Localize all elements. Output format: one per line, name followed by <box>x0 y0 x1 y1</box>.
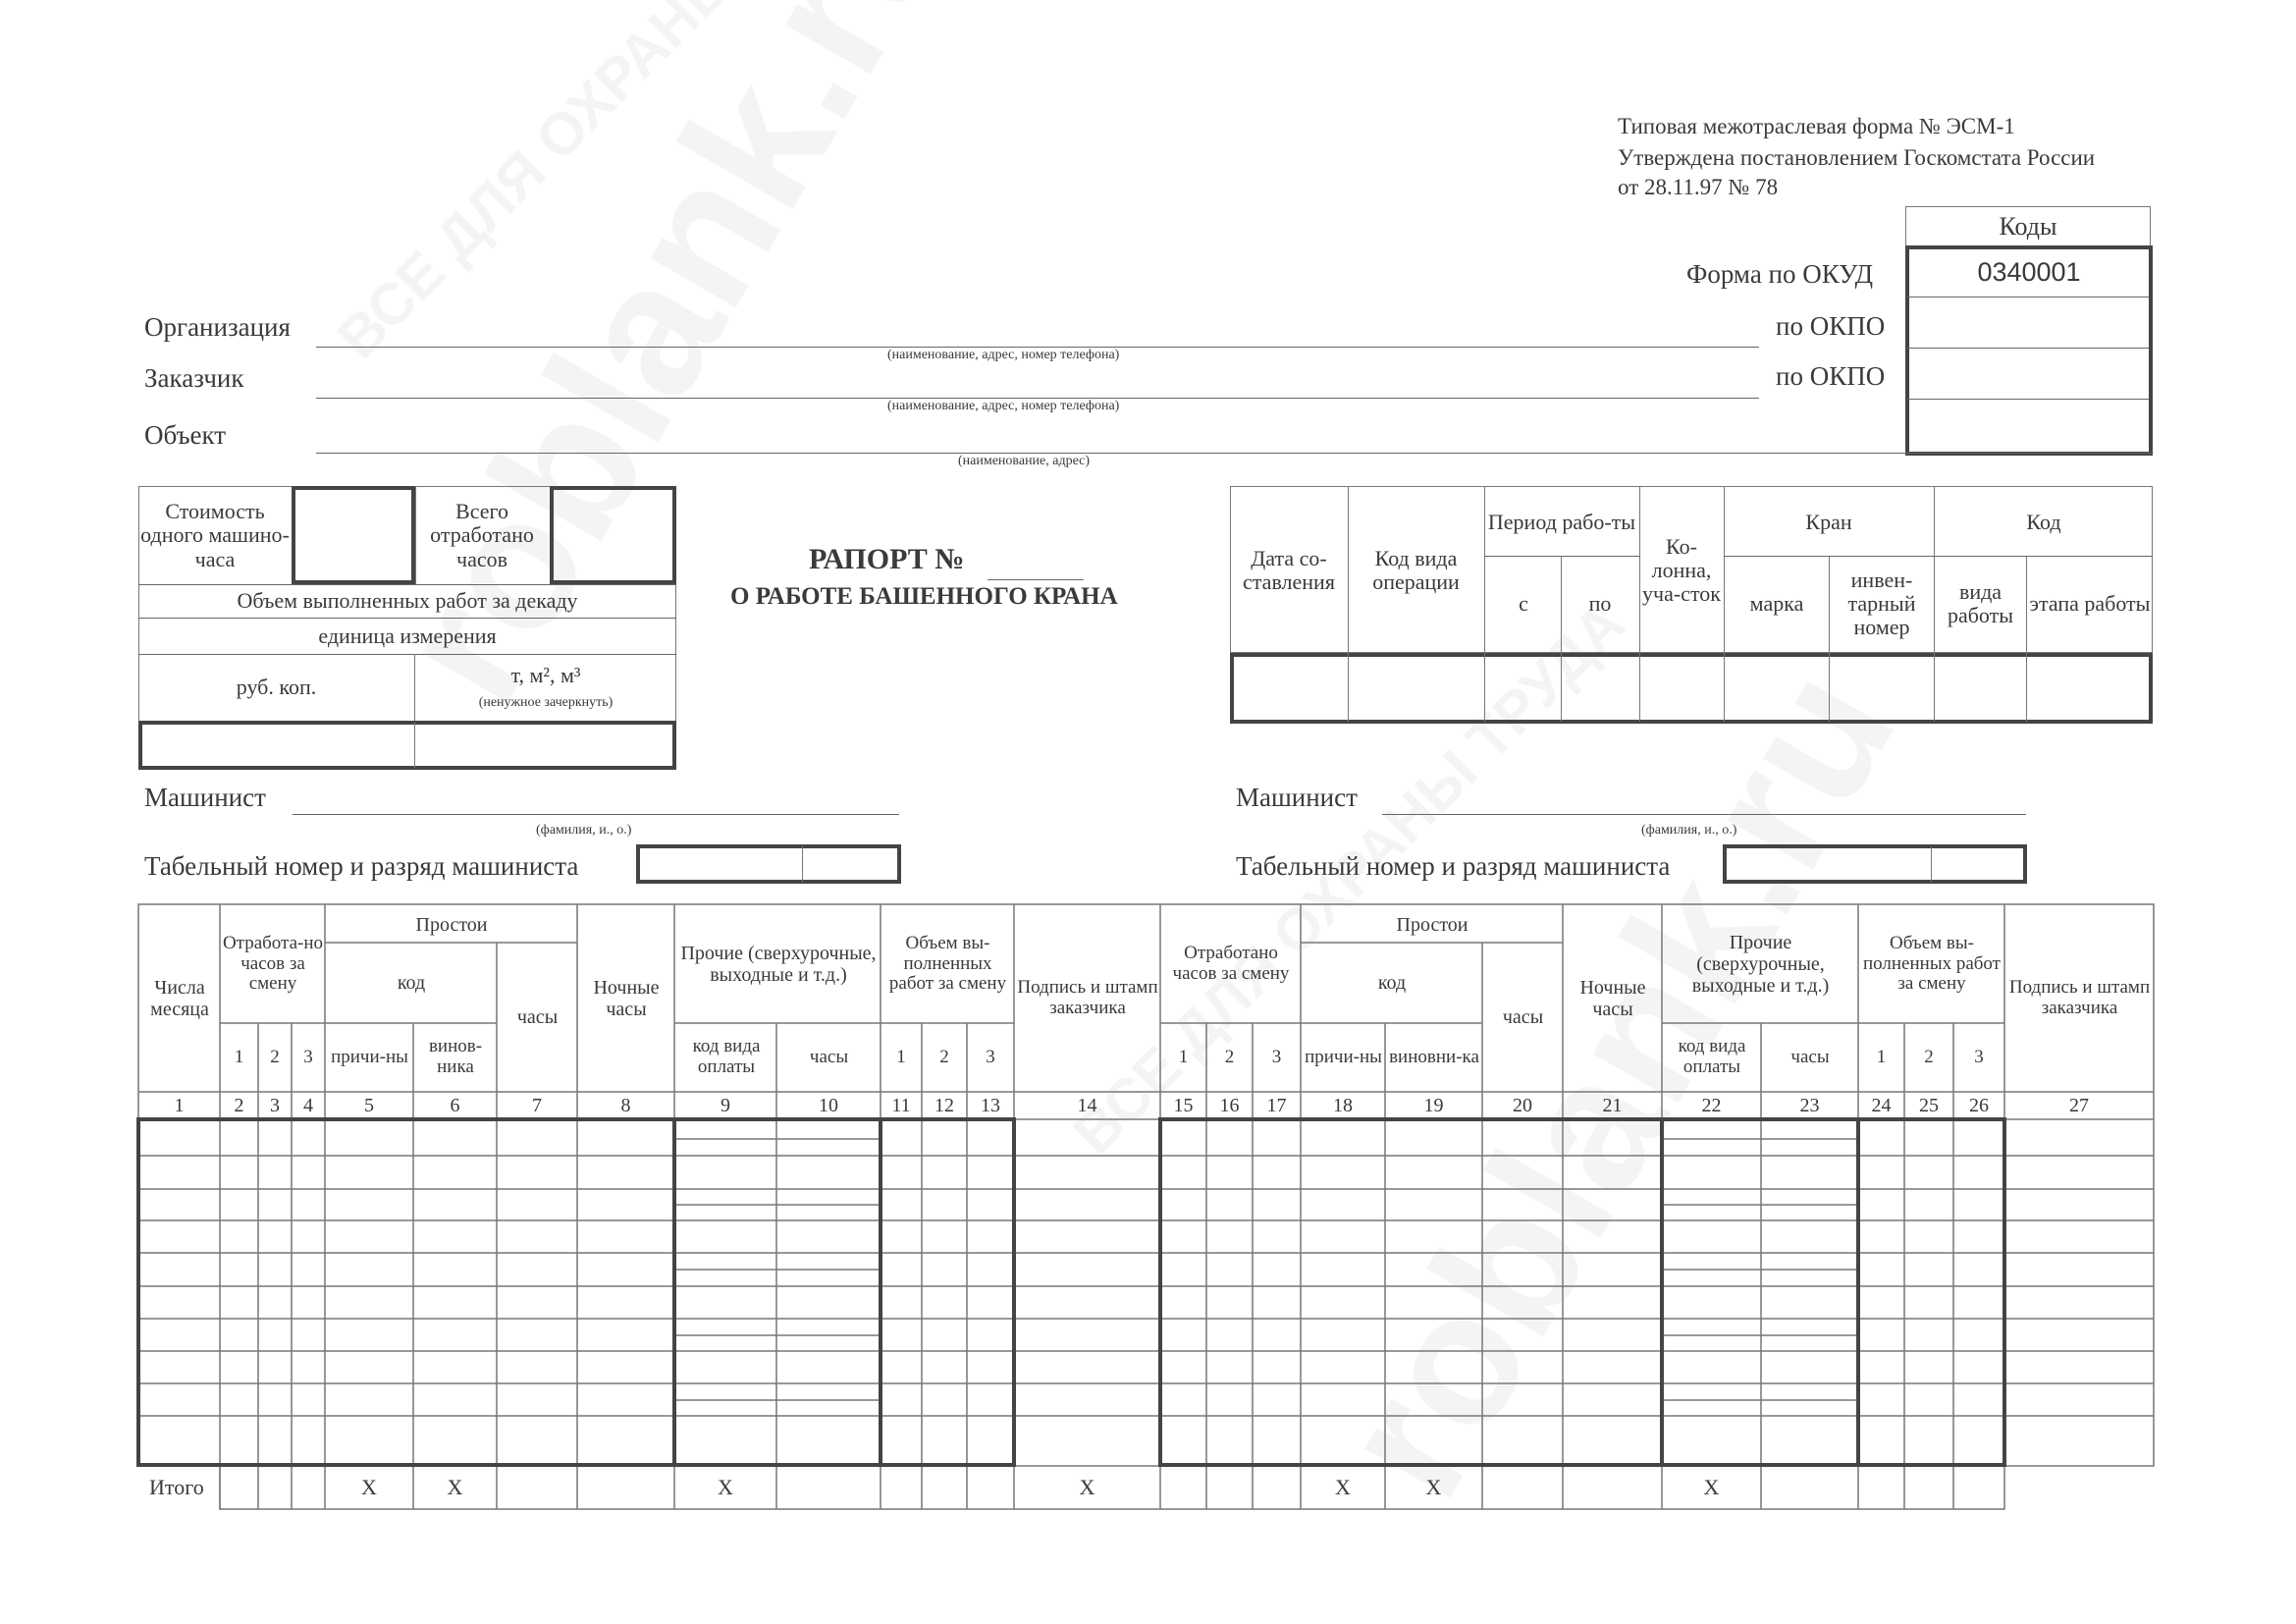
col-number: 4 <box>303 1095 313 1116</box>
code-label: Код <box>2026 509 2061 534</box>
other-hours-right-label: часы <box>1790 1046 1830 1067</box>
signature-left-label: Подпись и штамп заказчика <box>1017 977 1158 1018</box>
x-mark: X <box>1425 1474 1442 1499</box>
col-number: 24 <box>1871 1095 1892 1116</box>
idle-hours-left-label: часы <box>516 1006 559 1028</box>
col-number: 27 <box>2069 1095 2089 1116</box>
units-label: т, м², м³ <box>510 662 581 687</box>
customer-label: Заказчик <box>144 363 244 393</box>
col-number: 10 <box>819 1095 838 1116</box>
sub-2: 2 <box>270 1046 280 1067</box>
col-number: 7 <box>532 1095 542 1116</box>
worked-hours-left-label: Отработа-но часов за смену <box>222 932 324 995</box>
sub-2: 2 <box>1924 1046 1934 1067</box>
x-mark: X <box>447 1474 463 1499</box>
col-number: 16 <box>1219 1095 1240 1116</box>
volume-label: Объем выполненных работ за декаду <box>237 588 578 614</box>
hours-label: Всего отработано часов <box>430 499 534 571</box>
volume-right-label: Объем вы-полненных работ за смену <box>1862 932 2001 995</box>
okud-label: Форма по ОКУД <box>1686 259 1874 289</box>
signature-right-label: Подпись и штамп заказчика <box>2008 977 2151 1018</box>
idle-reason-right-label: причи-ны <box>1305 1046 1382 1067</box>
operator-left-label: Машинист <box>144 783 266 812</box>
col-number: 9 <box>721 1095 730 1116</box>
col-number: 6 <box>450 1095 460 1116</box>
col-number: 21 <box>1602 1095 1623 1116</box>
col-number: 1 <box>174 1095 185 1116</box>
col-number: 3 <box>270 1095 280 1116</box>
okud-value[interactable]: 0340001 <box>1977 257 2081 288</box>
worked-hours-right-label: Отработано часов за смену <box>1172 943 1290 984</box>
col-number: 20 <box>1513 1095 1532 1116</box>
col-number: 2 <box>234 1095 244 1116</box>
col-number: 8 <box>620 1095 631 1116</box>
okpo-label: по ОКПО <box>1776 361 1886 391</box>
pay-code-right-label: код вида оплаты <box>1678 1036 1746 1077</box>
col-number: 12 <box>934 1095 954 1116</box>
customer-hint: (наименование, адрес, номер телефона) <box>887 399 1120 413</box>
org-label: Организация <box>144 312 291 342</box>
idle-reason-left-label: причи-ны <box>331 1046 408 1067</box>
idle-culprit-left-label: винов-ника <box>428 1036 483 1077</box>
stage-label: этапа работы <box>2029 590 2151 616</box>
brand-label: марка <box>1749 590 1804 616</box>
codes-title: Коды <box>1999 211 2057 241</box>
idle-culprit-right-label: виновни-ка <box>1389 1046 1479 1067</box>
night-hours-right-label: Ночные часы <box>1579 977 1646 1020</box>
col-number: 22 <box>1701 1095 1722 1116</box>
unit-label: единица измерения <box>318 623 497 648</box>
x-mark: X <box>1703 1474 1720 1499</box>
col-number: 26 <box>1969 1095 1989 1116</box>
other-hours-left-label: часы <box>809 1046 849 1067</box>
cost-label: Стоимость одного машино-часа <box>140 499 290 571</box>
report-title: РАПОРТ № <box>809 543 965 575</box>
op-code-label: Код вида операции <box>1372 545 1460 594</box>
operator-right-label: Машинист <box>1236 783 1358 812</box>
x-mark: X <box>361 1474 377 1499</box>
sub-1: 1 <box>896 1046 906 1067</box>
operator-left-hint: (фамилия, и., о.) <box>536 823 632 838</box>
report-subtitle: О РАБОТЕ БАШЕННОГО КРАНА <box>730 583 1118 610</box>
idle-hours-right-label: часы <box>1502 1006 1544 1028</box>
object-hint: (наименование, адрес) <box>958 454 1091 468</box>
x-mark: X <box>718 1474 733 1499</box>
day-label: Числа месяца <box>150 977 209 1020</box>
col-number: 18 <box>1333 1095 1353 1116</box>
period-from-label: с <box>1519 590 1528 616</box>
volume-left-label: Объем вы-полненных работ за смену <box>888 932 1007 995</box>
form-approval-line: Утверждена постановлением Госкомстата России <box>1618 145 2096 170</box>
sub-3: 3 <box>986 1046 995 1067</box>
col-number: 14 <box>1077 1095 1097 1116</box>
col-number: 17 <box>1266 1095 1287 1116</box>
x-mark: X <box>1335 1474 1351 1499</box>
col-number: 15 <box>1173 1095 1194 1116</box>
work-type-label: вида работы <box>1947 578 2014 627</box>
units-hint: (ненужное зачеркнуть) <box>478 695 614 711</box>
idle-left-label: Простои <box>415 913 488 936</box>
col-number: 5 <box>364 1095 374 1116</box>
form-date-line: от 28.11.97 № 78 <box>1618 175 1779 199</box>
idle-right-label: Простои <box>1396 913 1468 936</box>
sub-3: 3 <box>303 1046 313 1067</box>
sub-3: 3 <box>1974 1046 1984 1067</box>
operator-right-hint: (фамилия, и., о.) <box>1641 823 1737 838</box>
date-label: Дата со-ставления <box>1243 545 1335 594</box>
sub-1: 1 <box>1178 1046 1189 1067</box>
night-hours-left-label: Ночные часы <box>593 977 660 1020</box>
column-label: Ко-лонна, уча-сток <box>1642 533 1721 607</box>
form-type-line: Типовая межотраслевая форма № ЭСМ-1 <box>1618 114 2015 138</box>
sub-1: 1 <box>234 1046 244 1067</box>
other-right-label: Прочие (сверхурочные, выходные и т.д.) <box>1691 932 1830 997</box>
pay-code-left-label: код вида оплаты <box>692 1036 761 1077</box>
sub-2: 2 <box>1224 1046 1235 1067</box>
col-number: 19 <box>1423 1095 1444 1116</box>
col-number: 23 <box>1799 1095 1820 1116</box>
rub-label: руб. коп. <box>236 675 317 700</box>
idle-code-right-label: код <box>1377 972 1407 994</box>
x-mark: X <box>1079 1474 1095 1499</box>
tab-number-right-label: Табельный номер и разряд машиниста <box>1236 851 1671 881</box>
sub-3: 3 <box>1271 1046 1282 1067</box>
org-hint: (наименование, адрес, номер телефона) <box>887 348 1120 362</box>
sub-2: 2 <box>939 1046 949 1067</box>
sub-1: 1 <box>1876 1046 1887 1067</box>
col-number: 11 <box>891 1095 911 1116</box>
total-label: Итого <box>149 1475 204 1499</box>
col-number: 13 <box>981 1095 1000 1116</box>
crane-label: Кран <box>1805 509 1852 534</box>
period-to-label: по <box>1588 590 1612 616</box>
okpo-label: по ОКПО <box>1776 311 1886 341</box>
tab-number-left-label: Табельный номер и разряд машиниста <box>144 851 579 881</box>
inv-label: инвен-тарный номер <box>1847 567 1916 640</box>
other-left-label: Прочие (сверхурочные, выходные и т.д.) <box>680 943 877 986</box>
idle-code-left-label: код <box>397 972 426 994</box>
col-number: 25 <box>1919 1095 1939 1116</box>
period-label: Период рабо-ты <box>1487 509 1636 534</box>
object-label: Объект <box>144 420 227 450</box>
